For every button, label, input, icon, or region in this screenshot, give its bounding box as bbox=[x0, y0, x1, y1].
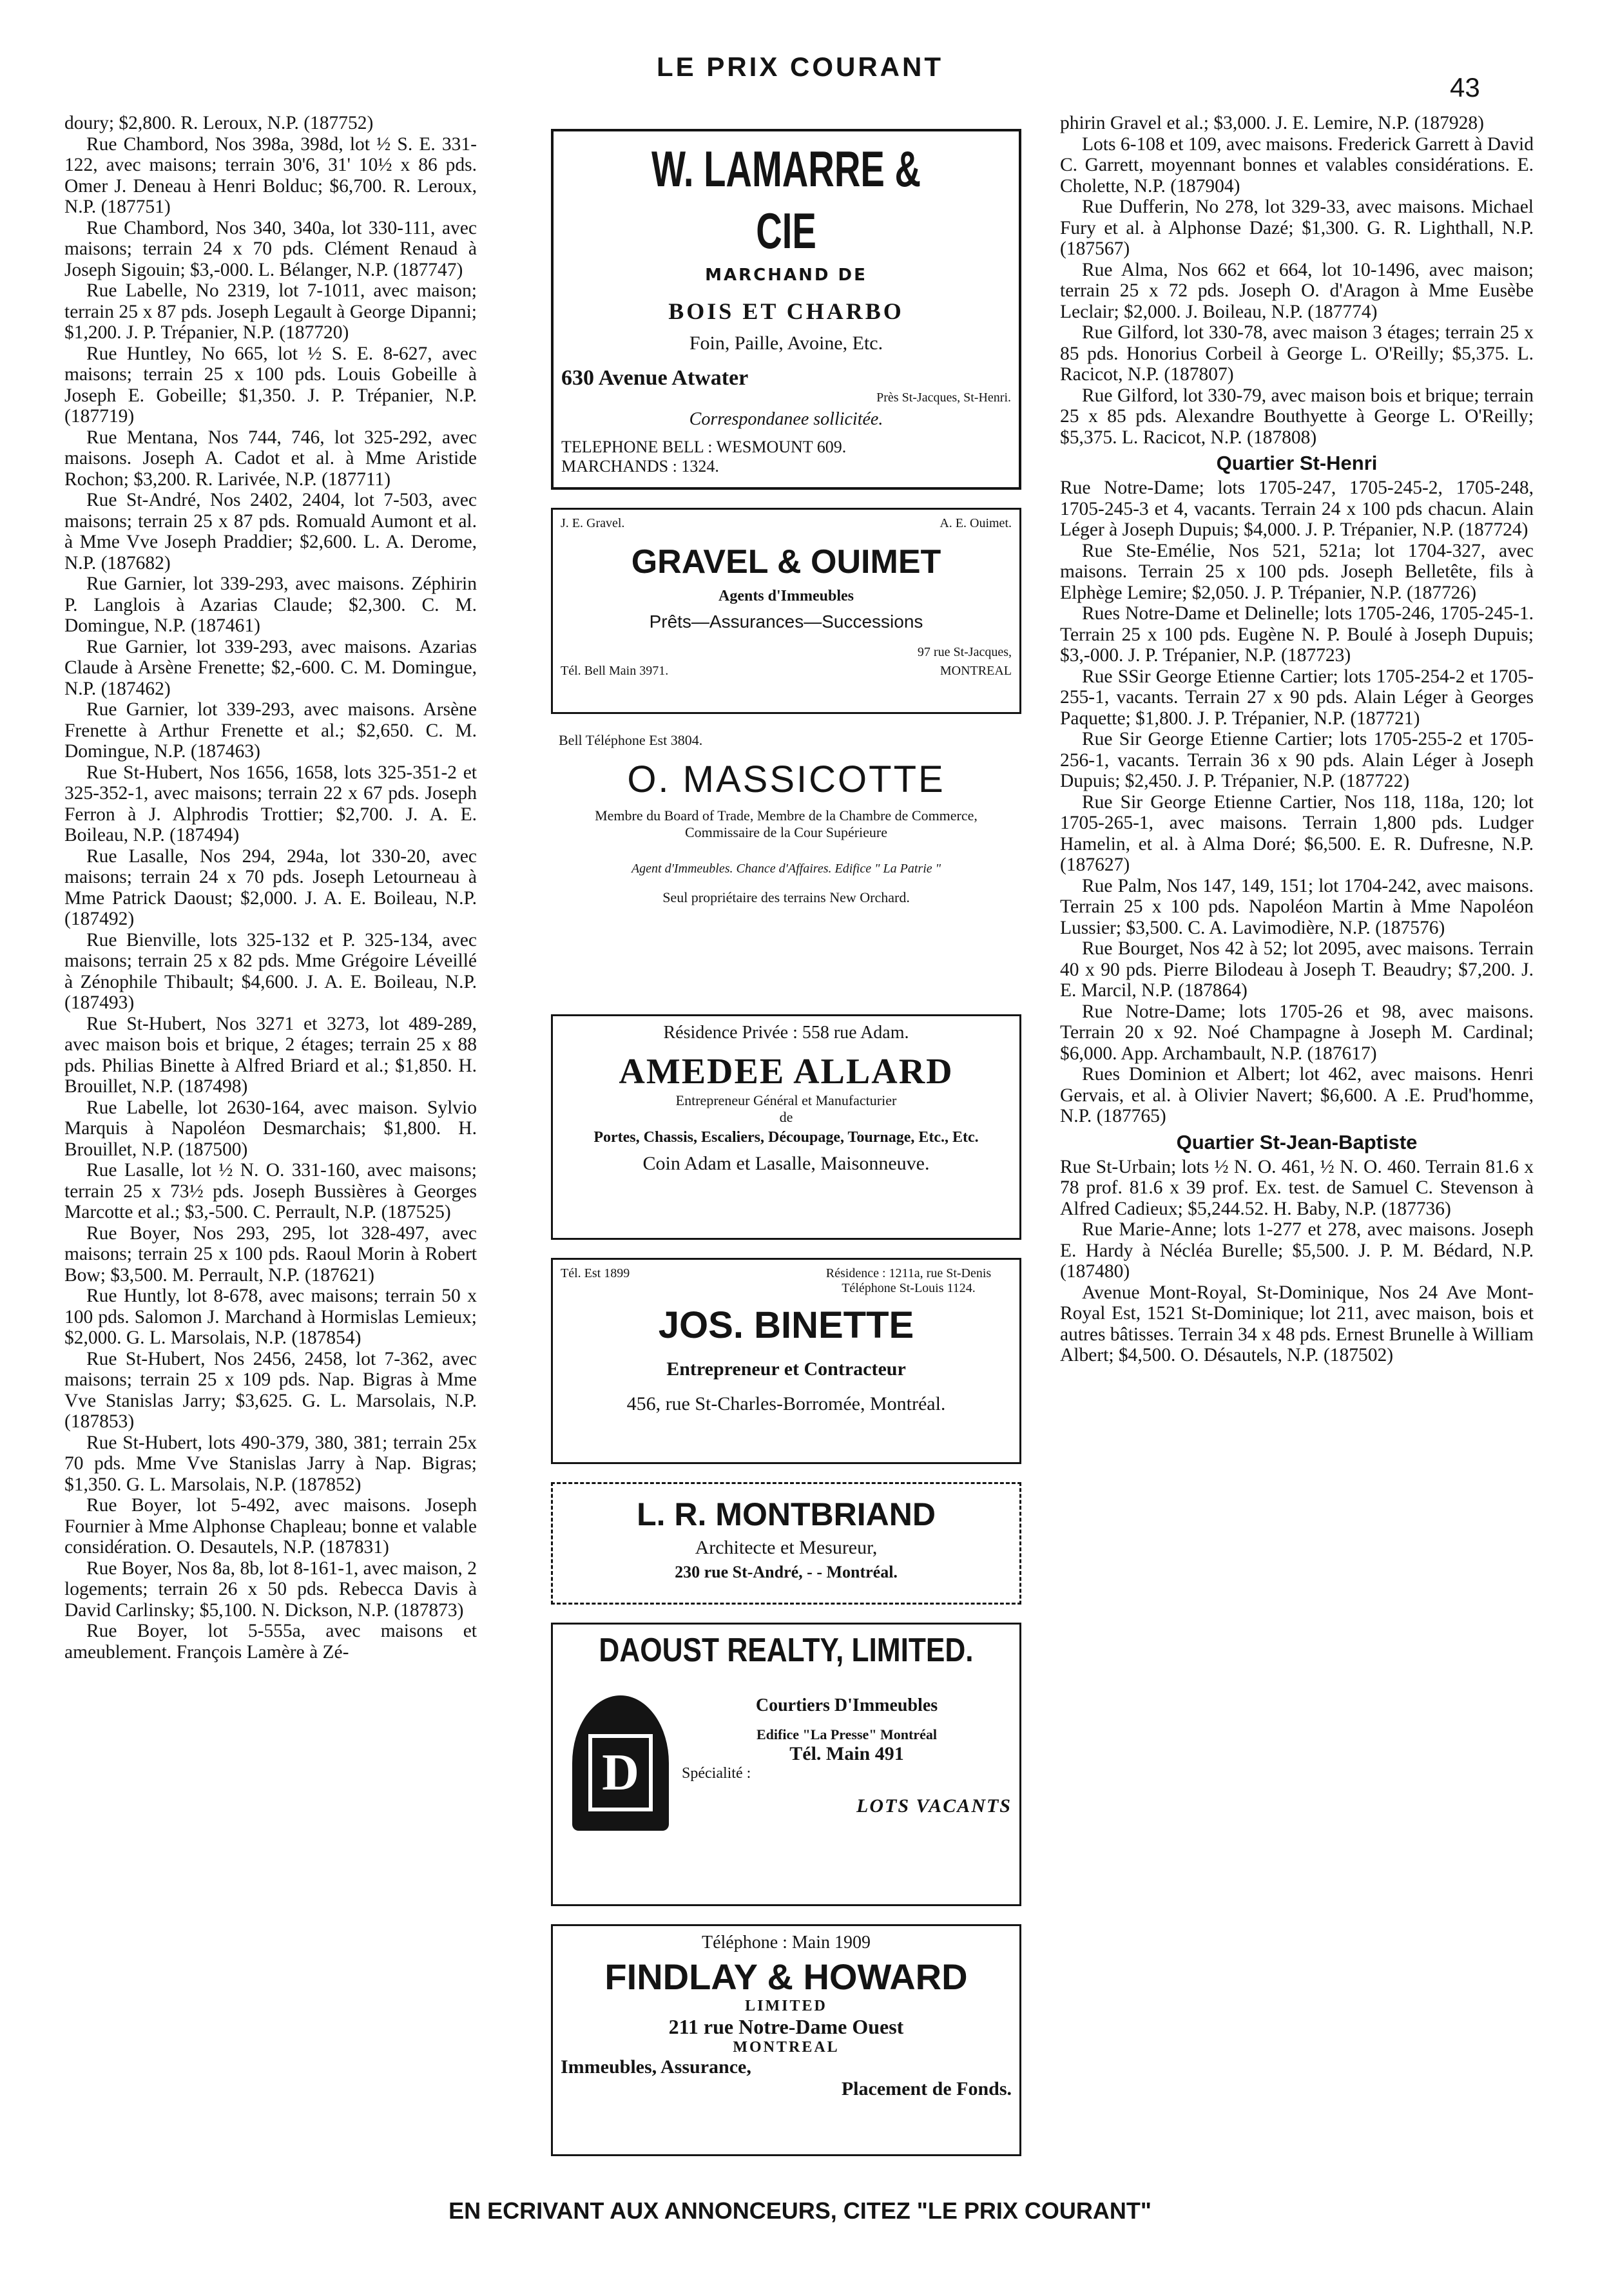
ad-gravel-name: GRAVEL & OUIMET bbox=[631, 543, 941, 581]
daoust-logo-icon bbox=[572, 1695, 669, 1831]
ad-binette bbox=[551, 1258, 1021, 1464]
ad-findlay-line: LIMITED bbox=[745, 1998, 827, 2014]
ad-binette-contact bbox=[561, 1266, 1012, 1296]
listing-entry: Rue Alma, Nos 662 et 664, lot 10-1496, avec maison; terrain 25 x 72 pds. Joseph O. d'Aragon à Mme Eusèbe Leclair; $2,000. J. Boileau, N.P. (187774) bbox=[1060, 259, 1534, 322]
ad-allard-name: AMEDEE ALLARD bbox=[619, 1052, 954, 1092]
journal-title: LE PRIX COURANT bbox=[656, 52, 943, 82]
listing-entry: Rue Chambord, Nos 340, 340a, lot 330-111, avec maisons; terrain 24 x 70 pds. Clément Renaud à Joseph Sigouin; $3,-000. L. Bélanger, N.P. (187747) bbox=[64, 217, 477, 280]
listing-entry: Rue Palm, Nos 147, 149, 151; lot 1704-242, avec maisons. Terrain 25 x 100 pds. Napoléon Martin à Mme Napoléon Lussier; $3,500. C. A. Lavimodière, N.P. (187576) bbox=[1060, 875, 1534, 938]
ad-allard-line: Entrepreneur Général et Manufacturier bbox=[675, 1092, 897, 1108]
ad-gravel-partner: A. E. Ouimet. bbox=[940, 516, 1012, 530]
ad-daoust-details bbox=[682, 1695, 1012, 1817]
ad-daoust-line: Courtiers D'Immeubles bbox=[755, 1695, 938, 1715]
ad-montbriand-line: 230 rue St-André, - - Montréal. bbox=[675, 1563, 898, 1581]
ad-daoust bbox=[551, 1623, 1021, 1906]
listing-entry: Rues Dominion et Albert; lot 462, avec maisons. Henri Gervais, et al. à Olivier Navert; $6,600. A .E. Prud'homme, N.P. (187765) bbox=[1060, 1064, 1534, 1126]
ad-daoust-line: Tél. Main 491 bbox=[789, 1743, 904, 1764]
ad-gravel-line: 97 rue St-Jacques, bbox=[917, 645, 1012, 659]
listing-entry: Rue Huntly, lot 8-678, avec maisons; terrain 50 x 100 pds. Salomon J. Marchand à Hormislas Lemieux; $2,000. G. L. Marsolais, N.P. (187854) bbox=[64, 1286, 477, 1348]
ad-gravel-city: MONTREAL bbox=[940, 664, 1012, 678]
listing-entry: Rue St-Hubert, Nos 2456, 2458, lot 7-362, avec maisons; terrain 25 x 109 pds. Nap. Bigras à Mme Vve Stanislas Jarry; $3,625. G. L. Marsolais, N.P. (187853) bbox=[64, 1348, 477, 1432]
section-title-st-jean-baptiste: Quartier St-Jean-Baptiste bbox=[1176, 1130, 1418, 1153]
listing-entry: Rue Boyer, Nos 8a, 8b, lot 8-161-1, avec maison, 2 logements; terrain 26 x 50 pds. Rebecca Davis à David Carlinsky; $5,100. N. Dickson, N.P. (187873) bbox=[64, 1558, 477, 1621]
ad-gravel-partners bbox=[561, 516, 1012, 531]
listing-entry: Rue Lasalle, lot ½ N. O. 331-160, avec maisons; terrain 25 x 73½ pds. Joseph Bussières à Georges Marcotte et al.; $3,-500. C. Perrault, N.P. (187525) bbox=[64, 1160, 477, 1222]
ad-massicotte bbox=[551, 732, 1021, 996]
ad-daoust-line: LOTS VACANTS bbox=[856, 1795, 1012, 1817]
listing-entry: Rue St-Urbain; lots ½ N. O. 461, ½ N. O. 460. Terrain 81.6 x 78 prof. 81.6 x 39 prof. Ex. test. de Samuel C. Stevenson à Alfred Cadieux; $5,244.52. H. Baby, N.P. (187736) bbox=[1060, 1156, 1534, 1219]
st-jean-baptiste-listings bbox=[1060, 1157, 1534, 1366]
listing-entry: Rue SSir George Etienne Cartier; lots 1705-254-2 et 1705-255-1, vacants. Terrain 27 x 90 pds. Alain Léger à Georges Paquette; $1,800. J. P. Trépanier, N.P. (187721) bbox=[1060, 666, 1534, 729]
ad-findlay-line: Immeubles, Assurance, bbox=[561, 2056, 751, 2078]
ad-lamarre-line: 630 Avenue Atwater bbox=[561, 366, 749, 390]
ad-daoust-name: DAOUST REALTY, LIMITED. bbox=[599, 1632, 974, 1669]
listing-entry: Rue St-Hubert, Nos 1656, 1658, lots 325-351-2 et 325-352-1, avec maisons; terrain 22 x 67 pds. Joseph Ferron à J. Alphrodis Trottier; $2,700. J. A. E. Boileau, N.P. (187494) bbox=[64, 762, 477, 845]
listing-entry: Rue Gilford, lot 330-78, avec maison 3 étages; terrain 25 x 85 pds. Honorius Corbeil à George L. O'Reilly; $5,375. L. Racicot, N.P. (187807) bbox=[1060, 322, 1534, 385]
ad-binette-phone: Tél. Est 1899 bbox=[561, 1266, 630, 1280]
ad-lamarre-line: TELEPHONE BELL : WESMOUNT 609. bbox=[561, 438, 847, 456]
ad-binette-line: 456, rue St-Charles-Borromée, Montréal. bbox=[626, 1393, 946, 1414]
ad-lamarre-name: W. LAMARRE & CIE bbox=[651, 140, 921, 259]
listing-entry: Avenue Mont-Royal, St-Dominique, Nos 24 Ave Mont-Royal Est, 1521 St-Dominique; lot 211, avec maison, bois et autres bâtisses. Terrain 34 x 48 pds. Ernest Brunelle à William Albert; $4,500. O. Désautels, N.P. (187502) bbox=[1060, 1282, 1534, 1365]
listing-entry: Rue Bourget, Nos 42 à 52; lot 2095, avec maisons. Terrain 40 x 90 pds. Pierre Bilodeau à Joseph T. Beaudry; $7,200. J. E. Marcil, N.P. (187864) bbox=[1060, 938, 1534, 1001]
listing-entry: Rue Gilford, lot 330-79, avec maison bois et brique; terrain 25 x 85 pds. Alexandre Bouthyette à George L. O'Reilly; $5,375. L. Racicot, N.P. (187808) bbox=[1060, 385, 1534, 448]
listing-entry: Rue Boyer, lot 5-555a, avec maisons et ameublement. François Lamère à Zé- bbox=[64, 1621, 477, 1663]
ad-binette-name: JOS. BINETTE bbox=[658, 1304, 914, 1346]
listing-entry: Rue Lasalle, Nos 294, 294a, lot 330-20, avec maisons; terrain 24 x 70 pds. Joseph Letourneau à Mme Patrick Daoust; $2,000. J. A. E. Boileau, N.P. (187492) bbox=[64, 845, 477, 929]
ad-gravel-ouimet bbox=[551, 508, 1021, 714]
listing-entry: Rue Garnier, lot 339-293, avec maisons. Arsène Frenette à Arthur Frenette et al.; $2,650. C. M. Domingue, N.P. (187463) bbox=[64, 699, 477, 762]
page-number: 43 bbox=[1450, 72, 1480, 102]
listing-entry: Rue St-André, Nos 2402, 2404, lot 7-503, avec maisons; terrain 25 x 87 pds. Romuald Aumont et al. à Mme Vve Joseph Praddier; $2,600. L. A. Derome, N.P. (187682) bbox=[64, 490, 477, 574]
listing-entry: Rue Dufferin, No 278, lot 329-33, avec maisons. Michael Fury et al. à Alphonse Dazé; $1,300. G. R. Lighthall, N.P. (187567) bbox=[1060, 197, 1534, 259]
ad-gravel-footer bbox=[561, 664, 1012, 679]
listing-entry: Rue Bienville, lots 325-132 et P. 325-134, avec maisons; terrain 25 x 82 pds. Mme Grégoire Léveillé à Zénophile Thibault; $4,600. J. A. E. Boileau, N.P. (187493) bbox=[64, 929, 477, 1013]
ad-daoust-line: Spécialité : bbox=[682, 1765, 751, 1782]
ad-lamarre bbox=[551, 129, 1021, 490]
listing-entry: Rue St-Hubert, Nos 3271 et 3273, lot 489-289, avec maison bois et brique, 2 étages; terrain 25 x 88 pds. Philias Binette à Alfred Briard et al.; $1,850. H. Brouillet, N.P. (187498) bbox=[64, 1013, 477, 1097]
section-title-st-henri: Quartier St-Henri bbox=[1216, 452, 1378, 474]
ad-massicotte-line: Membre du Board of Trade, Membre de la Chambre de Commerce, Commissaire de la Cour Supérieure bbox=[595, 807, 978, 840]
listing-entry: Rue Mentana, Nos 744, 746, lot 325-292, avec maisons. Joseph A. Cadot et al. à Mme Aristide Rochon; $3,200. R. Larivée, N.P. (187711) bbox=[64, 427, 477, 490]
daoust-logo-letter: D bbox=[588, 1734, 653, 1811]
ad-findlay-phone: Téléphone : Main 1909 bbox=[701, 1933, 871, 1953]
ad-massicotte-name: O. MASSICOTTE bbox=[627, 758, 945, 800]
ad-allard-residence: Résidence Privée : 558 rue Adam. bbox=[663, 1023, 909, 1043]
listing-entry: Rues Notre-Dame et Delinelle; lots 1705-246, 1705-245-1. Terrain 25 x 100 pds. Eugène N. P. Boulé à Joseph Dupuis; $3,-000. J. P. Trépanier, N.P. (187723) bbox=[1060, 603, 1534, 666]
advertisements-column bbox=[551, 129, 1021, 2178]
listing-entry: Lots 6-108 et 109, avec maisons. Frederick Garrett à David C. Garrett, moyennant bonnes et valables considérations. E. Cholette, N.P. (187904) bbox=[1060, 133, 1534, 197]
st-henri-listings bbox=[1060, 478, 1534, 1127]
listing-entry: Rue Sir George Etienne Cartier; lots 1705-255-2 et 1705-256-1, vacants. Terrain 36 x 90 pds. Alain Léger à Joseph Dupuis; $2,450. J. P. Trépanier, N.P. (187722) bbox=[1060, 729, 1534, 791]
ad-lamarre-line: Correspondanee sollicitée. bbox=[689, 409, 883, 429]
ad-allard bbox=[551, 1014, 1021, 1240]
ad-findlay-line: MONTREAL bbox=[733, 2039, 840, 2056]
ad-gravel-phone: Tél. Bell Main 3971. bbox=[561, 664, 669, 678]
ad-binette-line: Entrepreneur et Contracteur bbox=[666, 1358, 906, 1380]
ad-allard-line: de bbox=[779, 1109, 793, 1125]
ad-gravel-line: Agents d'Immeubles bbox=[718, 588, 854, 604]
listing-entry: phirin Gravel et al.; $3,000. J. E. Lemire, N.P. (187928) bbox=[1060, 113, 1484, 133]
listing-entry: Rue Huntley, No 665, lot ½ S. E. 8-627, avec maisons; terrain 25 x 100 pds. Louis Gobeille à Joseph E. Gobeille; $1,350. J. P. Trépanier, N.P. (187719) bbox=[64, 343, 477, 427]
ad-lamarre-line: Près St-Jacques, St-Henri. bbox=[876, 391, 1011, 405]
ad-montbriand-line: Architecte et Mesureur, bbox=[695, 1537, 878, 1558]
ad-findlay-name: FINDLAY & HOWARD bbox=[604, 1956, 968, 1997]
ad-gravel-line: Prêts—Assurances—Successions bbox=[649, 612, 923, 632]
listing-entry: Rue Ste-Emélie, Nos 521, 521a; lot 1704-327, avec maisons. Terrain 25 x 100 pds. Joseph Belletête, fils à Elphège Lemire; $2,050. J. P. Trépanier, N.P. (187726) bbox=[1060, 540, 1534, 603]
footer-banner: EN ECRIVANT AUX ANNONCEURS, CITEZ "LE PRIX COURANT" bbox=[448, 2197, 1152, 2224]
ad-massicotte-line: Agent d'Immeubles. Chance d'Affaires. Edifice " La Patrie " bbox=[631, 862, 941, 876]
ad-massicotte-phone: Bell Téléphone Est 3804. bbox=[559, 732, 703, 748]
ad-montbriand bbox=[551, 1482, 1021, 1605]
listing-entry: Rue Notre-Dame; lots 1705-26 et 98, avec maisons. Terrain 20 x 92. Noé Champagne à Joseph M. Cardinal; $6,000. App. Archambault, N.P. (187617) bbox=[1060, 1001, 1534, 1064]
right-intro-listings bbox=[1060, 113, 1534, 448]
listing-entry: Rue Marie-Anne; lots 1-277 et 278, avec maisons. Joseph E. Hardy à Nécléa Burelle; $5,500. J. P. M. Bédard, N.P. (187480) bbox=[1060, 1219, 1534, 1282]
listing-entry: Rue Labelle, lot 2630-164, avec maison. Sylvio Marquis à Napoléon Desmarchais; $1,800. H. Brouillet, N.P. (187500) bbox=[64, 1097, 477, 1160]
listing-entry: Rue Boyer, Nos 293, 295, lot 328-497, avec maisons; terrain 25 x 100 pds. Raoul Morin à Robert Bow; $3,500. M. Perrault, N.P. (187621) bbox=[64, 1222, 477, 1286]
ad-lamarre-line: MARCHAND DE bbox=[705, 265, 867, 285]
ad-allard-line: Coin Adam et Lasalle, Maisonneuve. bbox=[642, 1153, 930, 1174]
right-column bbox=[1060, 113, 1534, 2181]
left-column bbox=[64, 113, 477, 2181]
ad-massicotte-line: Seul propriétaire des terrains New Orchard. bbox=[662, 889, 910, 905]
ad-findlay-howard bbox=[551, 1924, 1021, 2156]
listing-entry: doury; $2,800. R. Leroux, N.P. (187752) bbox=[64, 113, 374, 133]
ad-gravel-partner: J. E. Gravel. bbox=[561, 516, 625, 530]
ad-montbriand-name: L. R. MONTBRIAND bbox=[637, 1496, 936, 1532]
ad-findlay-line: 211 rue Notre-Dame Ouest bbox=[668, 2015, 904, 2038]
ad-lamarre-line: BOIS ET CHARBO bbox=[668, 298, 904, 324]
listing-entry: Rue Garnier, lot 339-293, avec maisons. Zéphirin P. Langlois à Azarias Claude; $2,300. C. M. Domingue, N.P. (187461) bbox=[64, 574, 477, 636]
ad-binette-residence: Résidence : 1211a, rue St-Denis Téléphone St-Louis 1124. bbox=[825, 1266, 992, 1295]
ad-findlay-line: Placement de Fonds. bbox=[841, 2078, 1012, 2099]
listing-entry: Rue Labelle, No 2319, lot 7-1011, avec maison; terrain 25 x 87 pds. Joseph Legault à George Dipanni; $1,200. J. P. Trépanier, N.P. (187720) bbox=[64, 280, 477, 343]
listing-entry: Rue St-Hubert, lots 490-379, 380, 381; terrain 25x 70 pds. Mme Vve Stanislas Jarry à Nap. Bigras; $1,350. G. L. Marsolais, N.P. (187852) bbox=[64, 1432, 477, 1495]
listing-entry: Rue Sir George Etienne Cartier, Nos 118, 118a, 120; lot 1705-265-1, avec maisons. Terrain 1,800 pds. Ludger Hamelin, et al. à Alma Doré; $6,500. E. R. Dufresne, N.P. (187627) bbox=[1060, 791, 1534, 875]
ad-allard-line: Portes, Chassis, Escaliers, Découpage, Tournage, Etc., Etc. bbox=[593, 1129, 979, 1146]
ad-lamarre-line: Foin, Paille, Avoine, Etc. bbox=[689, 333, 883, 354]
listing-entry: Rue Boyer, lot 5-492, avec maisons. Joseph Fournier à Mme Alphonse Chapleau; bonne et valable considération. O. Desautels, N.P. (187831) bbox=[64, 1495, 477, 1558]
listing-entry: Rue Notre-Dame; lots 1705-247, 1705-245-2, 1705-248, 1705-245-3 et 4, vacants. Terrain 24 x 100 pds chacun. Alain Léger à Joseph Dupuis; $4,000. J. P. Trépanier, N.P. (187724) bbox=[1060, 478, 1534, 540]
ad-daoust-line: Edifice "La Presse" Montréal bbox=[756, 1726, 938, 1742]
listing-entry: Rue Garnier, lot 339-293, avec maisons. Azarias Claude à Arsène Frenette; $2,-600. C. M. Domingue, N.P. (187462) bbox=[64, 636, 477, 699]
listing-entry: Rue Chambord, Nos 398a, 398d, lot ½ S. E. 331-122, avec maisons; terrain 30'6, 31' 10½ x 86 pds. Omer J. Deneau à Henri Bolduc; $6,700. R. Leroux, N.P. (187751) bbox=[64, 133, 477, 217]
ad-lamarre-line: MARCHANDS : 1324. bbox=[561, 457, 719, 476]
